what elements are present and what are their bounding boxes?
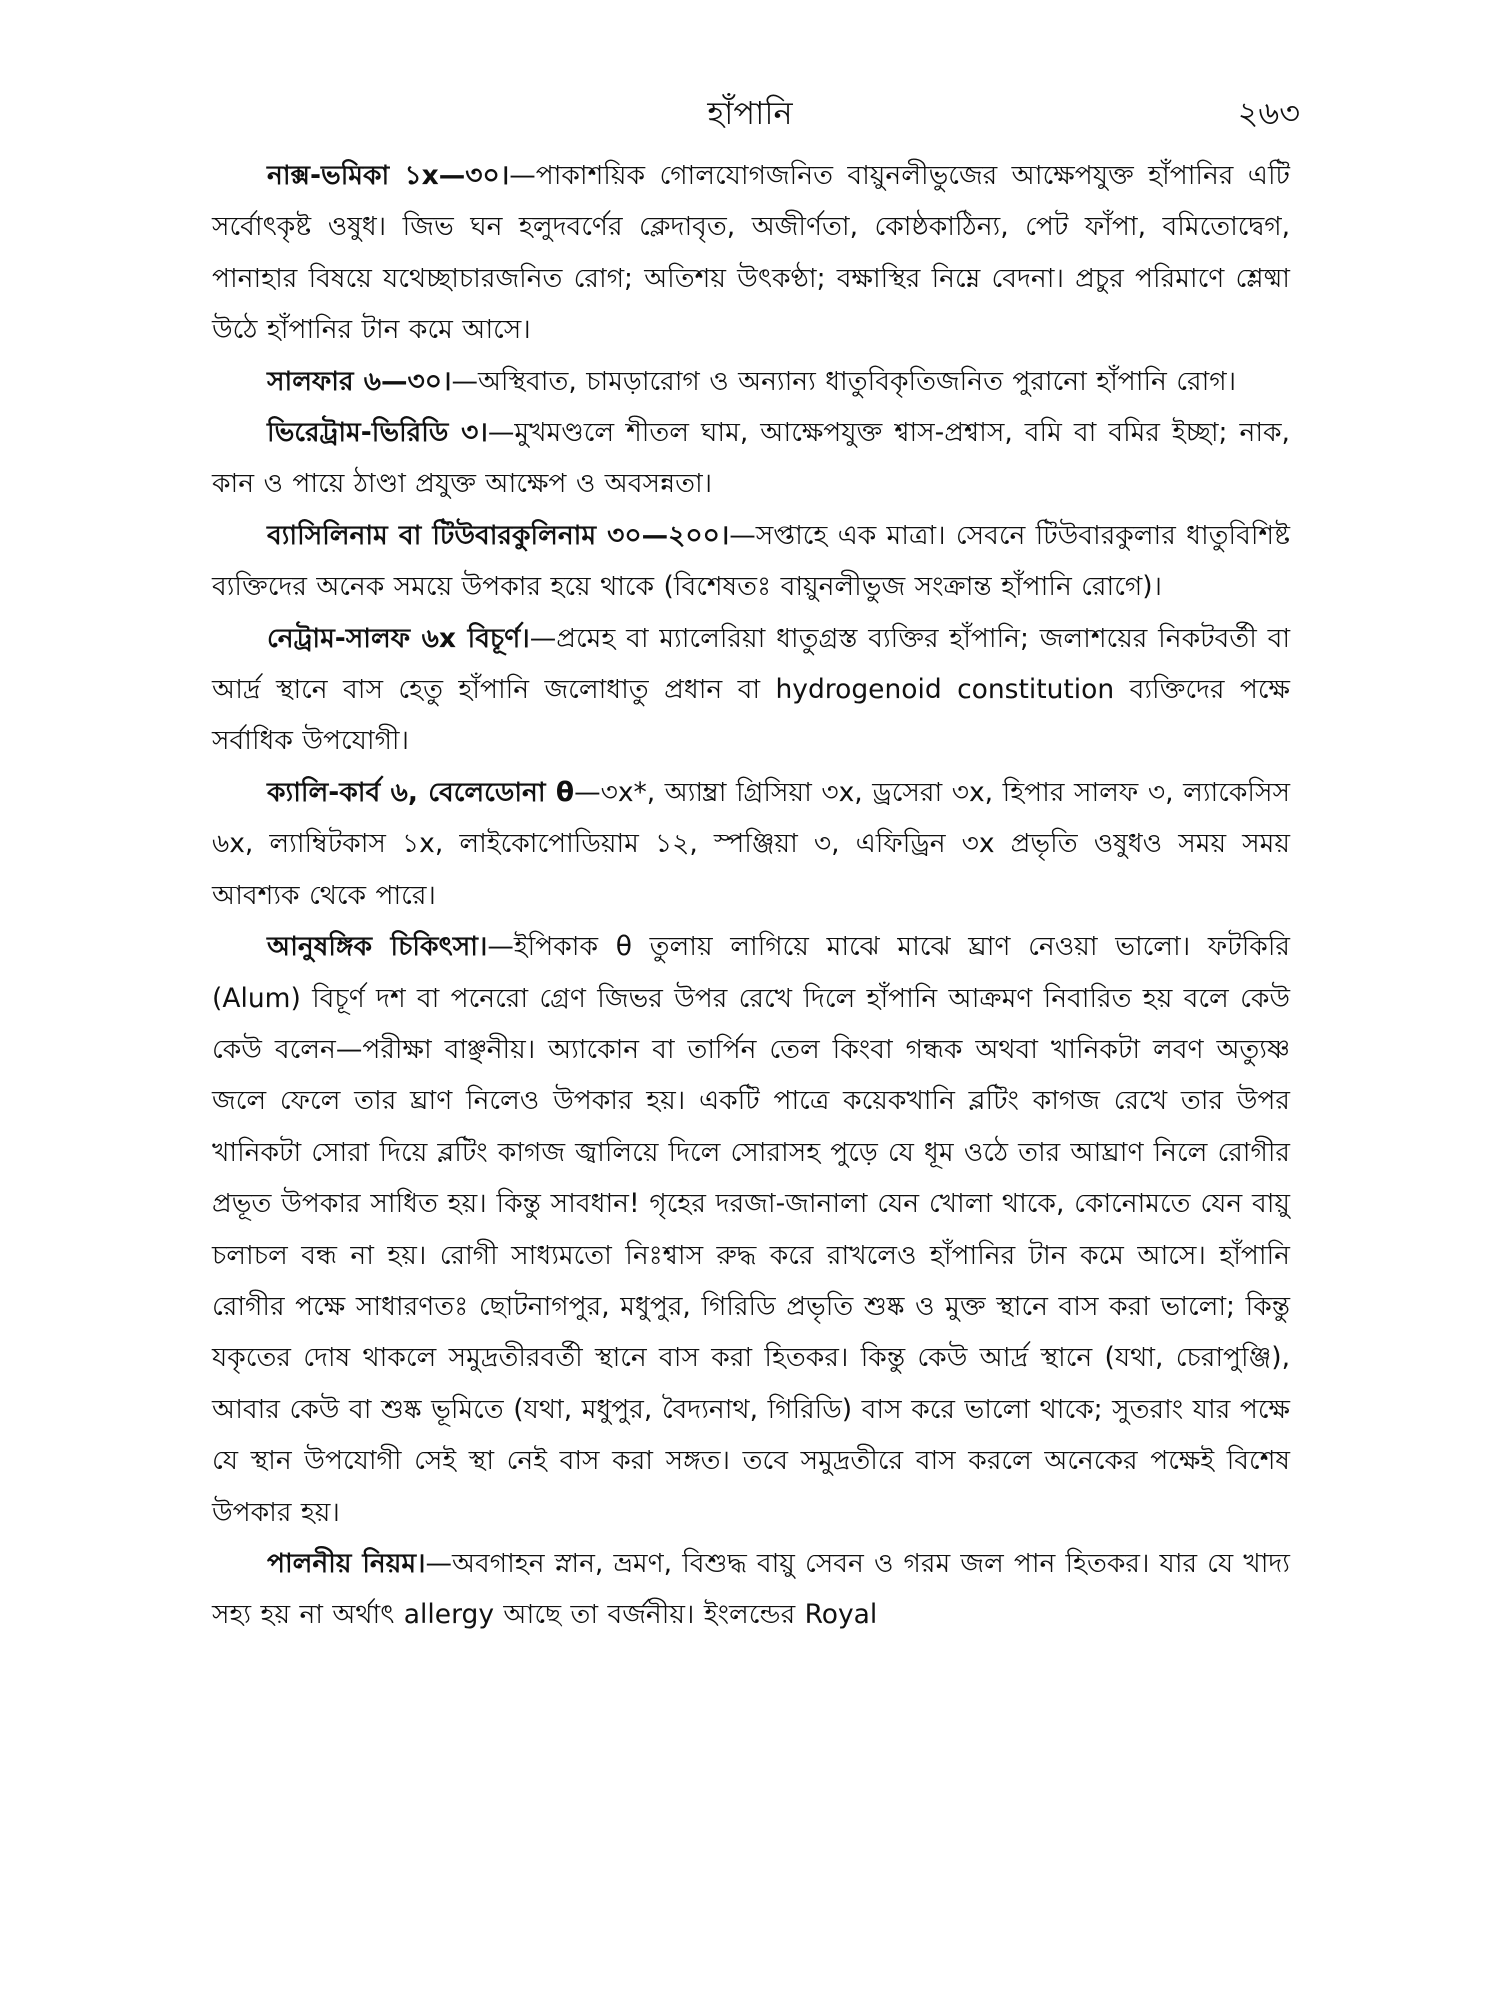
paragraph-text: —ইপিকাক θ তুলায় লাগিয়ে মাঝে মাঝে ঘ্রাণ নেওয়া ভালো। ফটকিরি (Alum) বিচূর্ণ দশ বা পনেরো গ্রেণ জিভর উপর রেখে দিলে হাঁপানি আক্রমণ নিবারিত হয় বলে কেউ কেউ বলেন—পরীক্ষা বাঞ্ছনীয়। অ্যাকোন বা তার্পিন তেল কিংবা গন্ধক অথবা খানিকটা লবণ অত্যুষ্ণ জলে ফেলে তার ঘ্রাণ নিলেও উপকার হয়। একটি পাত্রে কয়েকখানি ব্লটিং কাগজ রেখে তার উপর খানিকটা সোরা দিয়ে ব্লটিং কাগজ জ্বালিয়ে দিলে সোরাসহ পুড়ে যে ধূম ওঠে তার আঘ্রাণ নিলে রোগীর প্রভূত উপকার সাধিত হয়। কিন্তু সাবধান! গৃহের দরজা-জানালা যেন খোলা থাকে, কোনোমতে যেন বায়ু চলাচল বন্ধ না হয়। রোগী সাধ্যমতো নিঃশ্বাস রুদ্ধ করে রাখলেও হাঁপানির টান কমে আসে। হাঁপানি রোগীর পক্ষে সাধারণতঃ ছোটনাগপুর, মধুপুর, গিরিডি প্রভৃতি শুষ্ক ও মুক্ত স্থানে বাস করা ভালো; কিন্তু যকৃতের দোষ থাকলে সমুদ্রতীরবর্তী স্থানে বাস করা হিতকর। কিন্তু কেউ আর্দ্র স্থানে (যথা, চেরাপুঞ্জি), আবার কেউ বা শুষ্ক ভূমিতে (যথা, মধুপুর, বৈদ্যনাথ, গিরিডি) বাস করে ভালো থাকে; সুতরাং যার পক্ষে যে স্থান উপযোগী সেই স্থা নেই বাস করা সঙ্গত। তবে সমুদ্রতীরে বাস করলে অনেকের পক্ষেই বিশেষ উপকার হয়। [212,931,1290,1528]
paragraph-text: —৩x*, অ্যাম্ব্রা গ্রিসিয়া ৩x, ড্রসেরা ৩x, হিপার সালফ ৩, ল্যাকেসিস ৬x, ল্যাম্বিটকাস ১x, লাইকোপোডিয়াম ১২, স্পঞ্জিয়া ৩, এফিড্রিন ৩x প্রভৃতি ওষুধও সময় সময় আবশ্যক থেকে পারে। [212,776,1290,911]
page-number: ২৬৩ [1237,94,1300,132]
remedy-term: ব্যাসিলিনাম বা টিউবারকুলিনাম ৩০—২০০। [267,519,730,551]
paragraph-nux-vomica [212,150,1290,356]
remedy-term: নাক্স-ভমিকা ১x—৩০। [267,160,510,191]
remedy-term: নেট্রাম-সালফ ৬x বিচূর্ণ। [267,622,530,654]
paragraph-text: —অবগাহন স্নান, ভ্রমণ, বিশুদ্ধ বায়ু সেবন ও গরম জল পান হিতকর। যার যে খাদ্য সহ্য হয় না অর্থাৎ allergy আছে তা বর্জনীয়। ইংলন্ডের Royal [212,1547,1290,1631]
paragraph-bacillinum [212,510,1290,613]
paragraph-auxiliary-treatment [212,921,1290,1538]
paragraph-kali-carb [212,767,1290,921]
paragraph-text: —মুখমণ্ডলে শীতল ঘাম, আক্ষেপযুক্ত শ্বাস-প্রশ্বাস, বমি বা বমির ইচ্ছা; নাক, কান ও পায়ে ঠাণ্ডা প্রযুক্ত আক্ষেপ ও অবসন্নতা। [212,417,1290,500]
paragraph-text: —প্রমেহ বা ম্যালেরিয়া ধাতুগ্রস্ত ব্যক্তির হাঁপানি; জলাশয়ের নিকটবর্তী বা আর্দ্র স্থানে বাস হেতু হাঁপানি জলোধাতু প্রধান বা hydrogenoid constitution ব্যক্তিদের পক্ষে সর্বাধিক উপযোগী। [212,622,1291,757]
paragraph-veratrum-viride [212,407,1290,510]
remedy-term: আনুষঙ্গিক চিকিৎসা। [267,931,488,963]
remedy-term: ভিরেট্রাম-ভিরিডি ৩। [267,417,488,449]
remedy-term: সালফার ৬—৩০। [267,365,452,397]
remedy-term: ক্যালি-কার্ব ৬, বেলেডোনা θ [267,776,575,808]
paragraph-regimen [212,1538,1290,1641]
paragraph-sulphur [212,356,1290,407]
paragraph-text: —অস্থিবাত, চামড়ারোগ ও অন্যান্য ধাতুবিকৃতিজনিত পুরানো হাঁপানি রোগ। [451,365,1237,397]
body-text [212,150,1290,1641]
running-head [200,88,1300,138]
paragraph-text: —সপ্তাহে এক মাত্রা। সেবনে টিউবারকুলার ধাতুবিশিষ্ট ব্যক্তিদের অনেক সময়ে উপকার হয়ে থাকে (বিশেষতঃ বায়ুনলীভুজ সংক্রান্ত হাঁপানি রোগে)। [212,519,1290,603]
page-title: হাঁপানি [707,94,793,132]
remedy-term: পালনীয় নিয়ম। [267,1547,426,1579]
paragraph-text: —পাকাশয়িক গোলযোগজনিত বায়ুনলীভুজের আক্ষেপযুক্ত হাঁপানির এটি সর্বোৎকৃষ্ট ওষুধ। জিভ ঘন হলুদবর্ণের ক্লেদাবৃত, অজীর্ণতা, কোষ্ঠকাঠিন্য, পেট ফাঁপা, বমিতোদ্বেগ, পানাহার বিষয়ে যথেচ্ছাচারজনিত রোগ; অতিশয় উৎকণ্ঠা; বক্ষাস্থির নিম্নে বেদনা। প্রচুর পরিমাণে শ্লেষ্মা উঠে হাঁপানির টান কমে আসে। [212,160,1290,346]
paragraph-natrum-sulph [212,613,1290,767]
